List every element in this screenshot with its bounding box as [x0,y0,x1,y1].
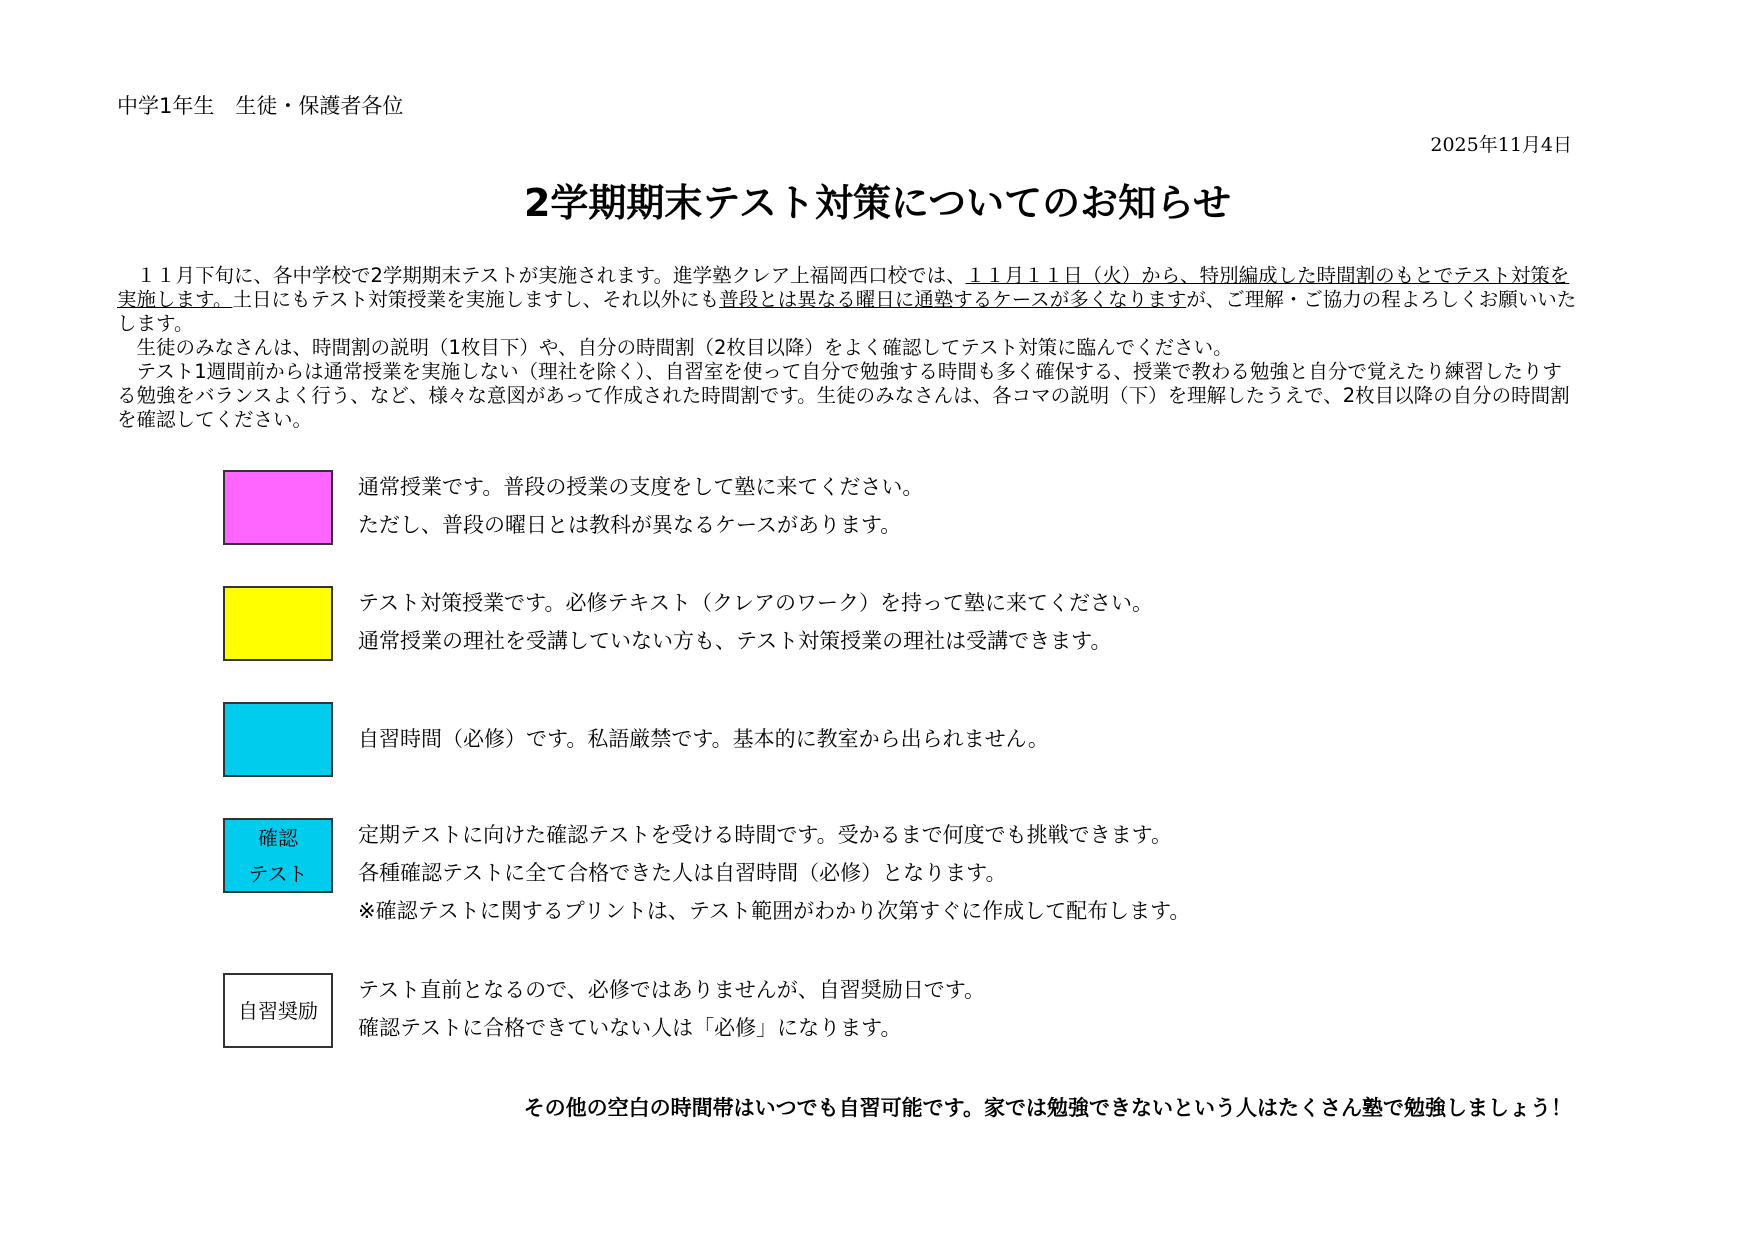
document-title: 2学期期末テスト対策についてのお知らせ [523,181,1232,225]
intro-text [117,264,1577,432]
legend-line: ただし、普段の曜日とは教科が異なるケースがあります。 [358,513,902,537]
legend-line: 自習時間（必修）です。私語厳禁です。基本的に教室から出られません。 [358,727,1049,751]
legend-description [358,468,923,544]
legend-swatch-pink [223,470,333,545]
legend-swatch-cyan [223,702,333,777]
legend-description [358,971,985,1047]
legend-line: 通常授業です。普段の授業の支度をして塾に来てください。 [358,475,924,499]
legend-line: ※確認テストに関するプリントは、テスト範囲がわかり次第すぐに作成して配布します。 [358,899,1191,923]
legend-description [358,816,1190,930]
footer-note: その他の空白の時間帯はいつでも自習可能です。家では勉強できないという人はたくさん塾で勉強しましょう！ [523,1096,1572,1120]
legend-line: 定期テストに向けた確認テストを受ける時間です。受かるまで何度でも挑戦できます。 [358,823,1172,847]
legend-swatch-self-study-encouraged [223,973,333,1048]
intro-start-date-underlined: １１月１１日（火）から、特別編成した時間割のもとでテスト対策を実施します。 [117,264,1570,311]
document-date: 2025年11月4日 [1430,134,1572,156]
intro-sentence: が、ご理解・ご協力の程よろしくお願いいたします。 [117,288,1577,335]
intro-sentence: １１月下旬に、各中学校で2学期期末テストが実施されます。進学塾クレア上福岡西口校では、 [117,264,966,287]
swatch-label: 自習奨励 [238,998,318,1023]
legend-line: テスト直前となるので、必修ではありませんが、自習奨励日です。 [358,978,986,1002]
intro-paragraph-3: テスト1週間前からは通常授業を実施しない（理社を除く）、自習室を使って自分で勉強する時間も多く確保する、授業で教わる勉強と自分で覚えたり練習したりする勉強をバランスよく行う、など、様々な意図があって作成された時間割です。生徒のみなさんは、各コマの説明（下）を理解したうえで、2枚目以降の自分の時間割を確認してください。 [117,360,1570,431]
intro-paragraph-1 [117,264,1577,336]
intro-schedule-change-underlined: 普段とは異なる曜日に通塾するケースが多くなります [719,288,1187,311]
intro-paragraph-2: 生徒のみなさんは、時間割の説明（1枚目下）や、自分の時間割（2枚目以降）をよく確認してテスト対策に臨んでください。 [117,336,1233,359]
legend-description [358,584,1153,660]
legend-description [358,720,1049,758]
legend-line: 通常授業の理社を受講していない方も、テスト対策授業の理社は受講できます。 [358,629,1112,653]
recipient-line: 中学1年生 生徒・保護者各位 [117,94,404,118]
legend-line: 確認テストに合格できていない人は「必修」になります。 [358,1016,902,1040]
legend-swatch-confirmation-test [223,818,333,893]
legend-line: テスト対策授業です。必修テキスト（クレアのワーク）を持って塾に来てください。 [358,591,1154,615]
intro-sentence: 土日にもテスト対策授業を実施しますし、それ以外にも [232,288,720,311]
swatch-label: テスト [248,861,308,886]
legend-swatch-yellow [223,586,333,661]
swatch-label: 確認 [258,825,298,850]
legend-line: 各種確認テストに全て合格できた人は自習時間（必修）となります。 [358,861,1007,885]
